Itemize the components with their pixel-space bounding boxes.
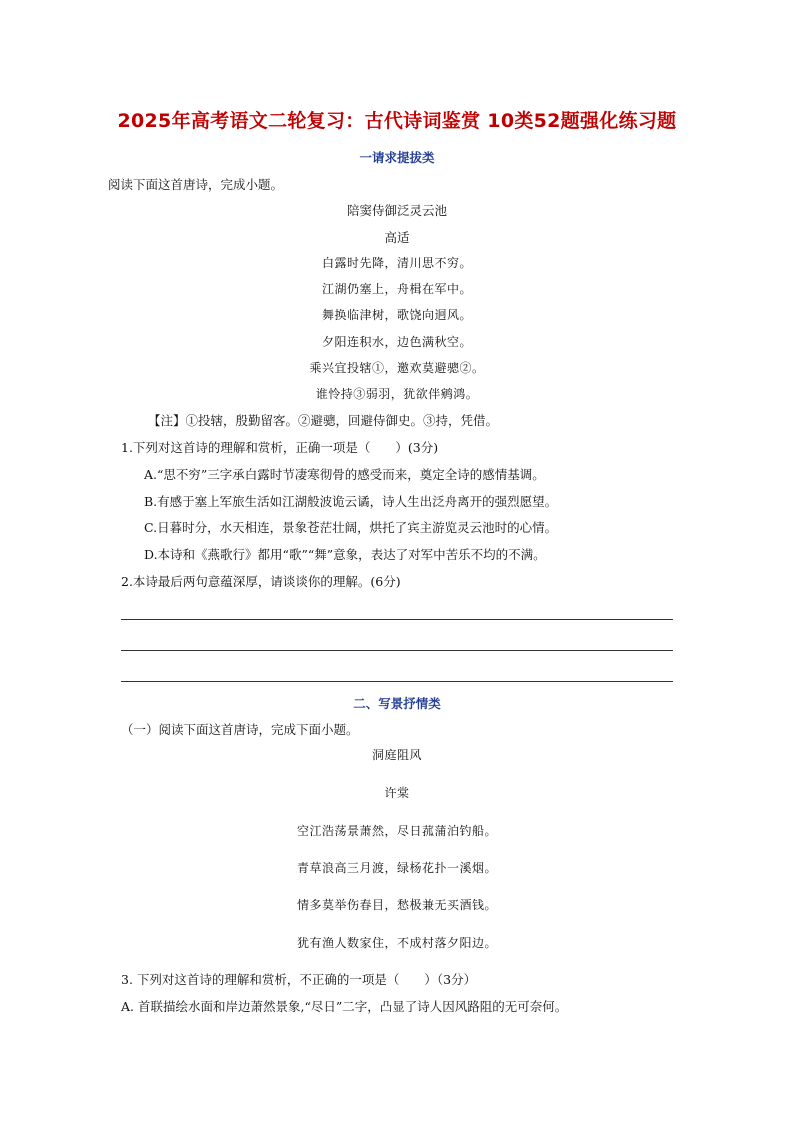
question-1-option-b: B.有感于塞上军旅生活如江湖般波诡云谲，诗人生出泛舟离开的强烈愿望。 (144, 494, 558, 509)
poem-line: 情多莫举伤春目，愁极兼无买酒钱。 (296, 898, 497, 912)
poem-title-1: 陪窦侍御泛灵云池 (346, 203, 447, 218)
poem-line: 舞换临津树，歌饶向迥风。 (321, 308, 472, 322)
poem-line: 空江浩荡景萧然，尽日菰蒲泊钓船。 (296, 824, 497, 838)
answer-line[interactable] (121, 619, 673, 620)
poem-author-1: 高适 (384, 230, 410, 245)
poem-author-2: 许棠 (384, 786, 410, 800)
question-3-option-a: A. 首联描绘水面和岸边萧然景象,“尽日”二字，凸显了诗人因风路阻的无可奈何。 (121, 999, 568, 1014)
section2-intro: （一）阅读下面这首唐诗，完成下面小题。 (121, 722, 359, 737)
poem-note: 【注】①投辖，殷勤留客。②避骢，回避侍御史。③持，凭借。 (148, 413, 499, 428)
question-2-stem: 2.本诗最后两句意蕴深厚，请谈谈你的理解。(6分) (121, 574, 401, 589)
page-title: 2025年高考语文二轮复习：古代诗词鉴赏 10类52题强化练习题 (117, 110, 677, 132)
answer-line[interactable] (121, 650, 673, 651)
answer-line[interactable] (121, 681, 673, 682)
poem-title-2: 洞庭阻风 (371, 748, 422, 762)
question-1-stem: 1.下列对这首诗的理解和赏析，正确一项是（ ）(3分) (121, 440, 439, 455)
poem-line: 江湖仍塞上，舟楫在军中。 (321, 282, 472, 296)
poem-line: 谁怜持③弱羽，犹欲伴鹓鸿。 (315, 387, 479, 401)
poem-line: 犹有渔人数家住，不成村落夕阳边。 (296, 936, 497, 950)
question-1-option-a: A.“思不穷”三字承白露时节凄寒彻骨的感受而来，奠定全诗的感情基调。 (144, 467, 545, 482)
poem-line: 青草浪高三月渡，绿杨花扑一溪烟。 (296, 861, 497, 875)
section-heading-2: 二、写景抒情类 (353, 696, 441, 711)
question-1-option-c: C.日暮时分，水天相连，景象苍茫壮阔，烘托了宾主游览灵云池时的心情。 (144, 520, 558, 535)
question-3-stem: 3. 下列对这首诗的理解和赏析，不正确的一项是（ ）（3分） (121, 972, 477, 987)
section-heading-1: 一请求提拔类 (359, 150, 435, 165)
poem-line: 乘兴宜投辖①，邀欢莫避骢②。 (309, 361, 485, 375)
question-1-option-d: D.本诗和《燕歌行》都用“歌”“舞”意象，表达了对军中苦乐不均的不满。 (144, 547, 546, 562)
poem-line: 白露时先降，清川思不穷。 (321, 256, 472, 270)
poem-line: 夕阳连积水，边色满秋空。 (321, 335, 472, 349)
section1-intro: 阅读下面这首唐诗，完成小题。 (108, 177, 284, 192)
